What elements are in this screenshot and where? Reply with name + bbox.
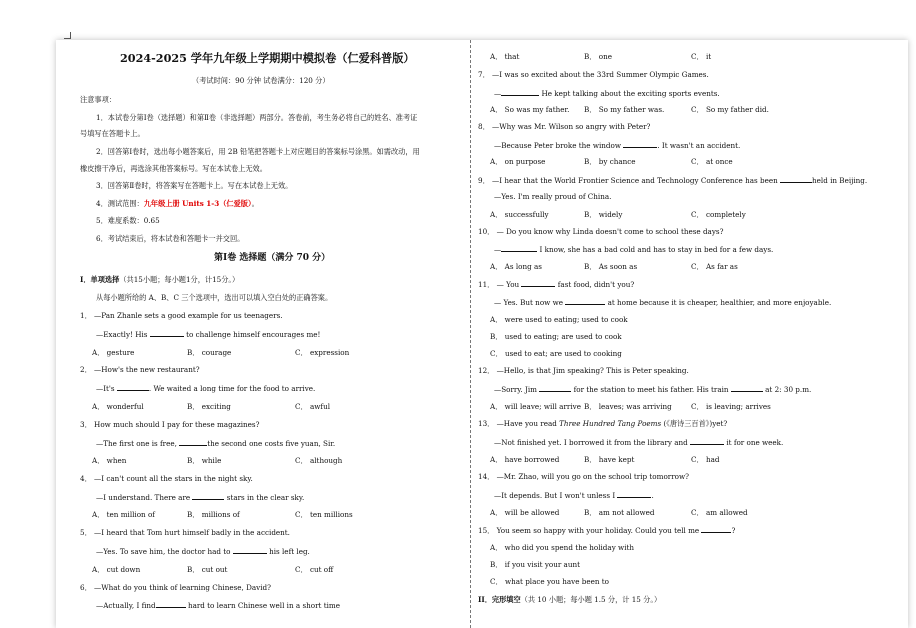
q9-option-a: A． successfully (490, 210, 549, 219)
q13-option-c: C． had (691, 455, 720, 464)
q4-option-a: A． ten million of (92, 510, 155, 519)
q9-option-b: B． widely (584, 210, 623, 219)
q11-option-c: C． used to eat; are used to cooking (490, 349, 622, 358)
q7-stem: 7． —I was so excited about the 33rd Summer Olympic Games. (478, 70, 709, 79)
q14-reply: —It depends. But I won't unless I . (494, 491, 654, 500)
q7-option-a: A． So was my father. (490, 105, 570, 114)
q10-option-c: C． As far as (691, 262, 738, 271)
q11-reply: — Yes. But now we at home because it is cheaper, healthier, and more enjoyable. (494, 298, 832, 307)
q3-option-c: C． although (295, 456, 343, 465)
q5-option-a: A． cut down (92, 565, 141, 574)
exam-title: 2024-2025 学年九年级上学期期中模拟卷（仁爱科普版） (120, 51, 415, 65)
q11-option-b: B． used to eating; are used to cook (490, 332, 622, 341)
q6-stem: 6． —What do you think of learning Chinese, David? (80, 583, 271, 592)
q2-option-c: C． awful (295, 402, 330, 411)
q12-reply: —Sorry. Jim for the station to meet his father. His train at 2: 30 p.m. (494, 385, 812, 394)
note-2: 2．回答第Ⅰ卷时，选出每小题答案后，用 2B 铅笔把答题卡上对应题目的答案标号涂黑。如需改动，用 (96, 147, 420, 156)
q9-stem: 9． —I hear that the World Frontier Science and Technology Conference has been held in Beijing. (478, 176, 868, 185)
q3-stem: 3． How much should I pay for these magazines? (80, 420, 260, 429)
q4-reply: —I understand. There are stars in the clear sky. (96, 493, 305, 502)
q1-option-b: B． courage (187, 348, 232, 357)
q9-reply: —Yes. I'm really proud of China. (494, 192, 612, 201)
part1-title: 第Ⅰ卷 选择题（满分 70 分） (214, 253, 331, 263)
q6-option-b: B． one (584, 52, 612, 61)
section1-instruction: 从每小题所给的 A、B、C 三个选项中，选出可以填入空白处的正确答案。 (96, 293, 333, 302)
note-1: 1．本试卷分第Ⅰ卷（选择题）和第Ⅱ卷（非选择题）两部分。答卷前，考生务必将自己的姓名、准考证 (96, 113, 418, 122)
q5-option-b: B． cut out (187, 565, 228, 574)
q14-option-a: A． will be allowed (490, 508, 560, 517)
q11-option-a: A． were used to eating; used to cook (490, 315, 628, 324)
q1-option-a: A． gesture (92, 348, 135, 357)
note-4-label: 4．测试范围： (96, 199, 144, 208)
q8-reply: —Because Peter broke the window . It wasn't an accident. (494, 141, 741, 150)
q4-option-b: B． millions of (187, 510, 240, 519)
q12-option-c: C． is leaving; arrives (691, 402, 771, 411)
q14-option-c: C． am allowed (691, 508, 748, 517)
q7-option-b: B． So my father was. (584, 105, 665, 114)
q15-option-b: B． if you visit your aunt (490, 560, 580, 569)
poem-title: Three Hundred Tang Poems (559, 419, 662, 428)
column-divider (470, 40, 471, 628)
q6-option-c: C． it (691, 52, 712, 61)
q2-reply: —It's . We waited a long time for the food to arrive. (96, 384, 316, 393)
q5-reply: —Yes. To save him, the doctor had to his left leg. (96, 547, 310, 556)
q15-option-c: C． what place you have been to (490, 577, 610, 586)
q15-stem: 15． You seem so happy with your holiday. Could you tell me ? (478, 526, 736, 535)
exam-subtitle: （考试时间：90 分钟 试卷满分：120 分） (192, 76, 330, 85)
section2-desc: （共 10 小题；每小题 1.5 分，计 15 分。） (520, 595, 662, 604)
section2-label: II．完形填空 (478, 595, 521, 604)
note-4-end: 。 (251, 199, 259, 208)
note-4 (96, 200, 259, 207)
q12-option-b: B． leaves; was arriving (584, 402, 672, 411)
q9-option-c: C． completely (691, 210, 746, 219)
section1-desc: （共15小题；每小题1分，计15分。） (119, 275, 240, 284)
q8-option-c: C． at once (691, 157, 733, 166)
q8-option-a: A． on purpose (490, 157, 546, 166)
note-3: 3．回答第Ⅱ卷时，将答案写在答题卡上。写在本试卷上无效。 (96, 181, 293, 190)
q1-option-c: C． expression (295, 348, 350, 357)
note-2-cont: 橡皮擦干净后，再选涂其他答案标号。写在本试卷上无效。 (80, 164, 267, 173)
q6-option-a: A． that (490, 52, 520, 61)
q13-stem: 13． —Have you read Three Hundred Tang Poems (《唐诗三百首》)yet? (478, 419, 728, 428)
section1-label: I．单项选择 (80, 275, 120, 284)
crop-mark-top-left (64, 32, 71, 39)
q3-option-a: A． when (92, 456, 127, 465)
q11-stem: 11． — You fast food, didn't you? (478, 280, 635, 289)
notes-label: 注意事项： (80, 95, 116, 104)
q4-option-c: C． ten millions (295, 510, 353, 519)
q13-option-a: A． have borrowed (490, 455, 560, 464)
q3-option-b: B． while (187, 456, 222, 465)
q6-reply: —Actually, I find hard to learn Chinese well in a short time (96, 601, 340, 610)
q12-option-a: A． will leave; will arrive (490, 402, 581, 411)
q2-option-b: B． exciting (187, 402, 231, 411)
q7-option-c: C． So my father did. (691, 105, 769, 114)
q1-reply: —Exactly! His to challenge himself encourages me! (96, 330, 321, 339)
q3-reply: —The first one is free, the second one costs five yuan, Sir. (96, 439, 336, 448)
q1-stem: 1． —Pan Zhanle sets a good example for us teenagers. (80, 311, 283, 320)
q7-reply: — He kept talking about the exciting sports events. (494, 89, 720, 98)
q8-option-b: B． by chance (584, 157, 636, 166)
note-6: 6．考试结束后，将本试卷和答题卡一并交回。 (96, 234, 245, 243)
q13-reply: —Not finished yet. I borrowed it from the library and it for one week. (494, 438, 784, 447)
q14-stem: 14． —Mr. Zhao, will you go on the school trip tomorrow? (478, 472, 689, 481)
q10-option-a: A． As long as (490, 262, 542, 271)
q5-stem: 5． —I heard that Tom hurt himself badly in the accident. (80, 528, 290, 537)
q4-stem: 4． —I can't count all the stars in the night sky. (80, 474, 253, 483)
note-1-cont: 号填写在答题卡上。 (80, 129, 145, 138)
q10-stem: 10． — Do you know why Linda doesn't come to school these days? (478, 227, 724, 236)
section1-heading (80, 276, 239, 283)
section2-heading (478, 596, 661, 603)
q5-option-c: C． cut off (295, 565, 334, 574)
test-scope: 九年级上册 Units 1-3（仁爱版） (143, 199, 252, 208)
q12-stem: 12． —Hello, is that Jim speaking? This is Peter speaking. (478, 366, 689, 375)
q15-option-a: A． who did you spend the holiday with (490, 543, 635, 552)
q10-option-b: B． As soon as (584, 262, 638, 271)
q8-stem: 8． —Why was Mr. Wilson so angry with Peter? (478, 122, 651, 131)
q2-option-a: A． wonderful (92, 402, 144, 411)
q13-option-b: B． have kept (584, 455, 635, 464)
q10-reply: — I know, she has a bad cold and has to stay in bed for a few days. (494, 245, 774, 254)
q14-option-b: B． am not allowed (584, 508, 655, 517)
q2-stem: 2． —How's the new restaurant? (80, 365, 200, 374)
note-5: 5．难度系数：0.65 (96, 216, 160, 225)
